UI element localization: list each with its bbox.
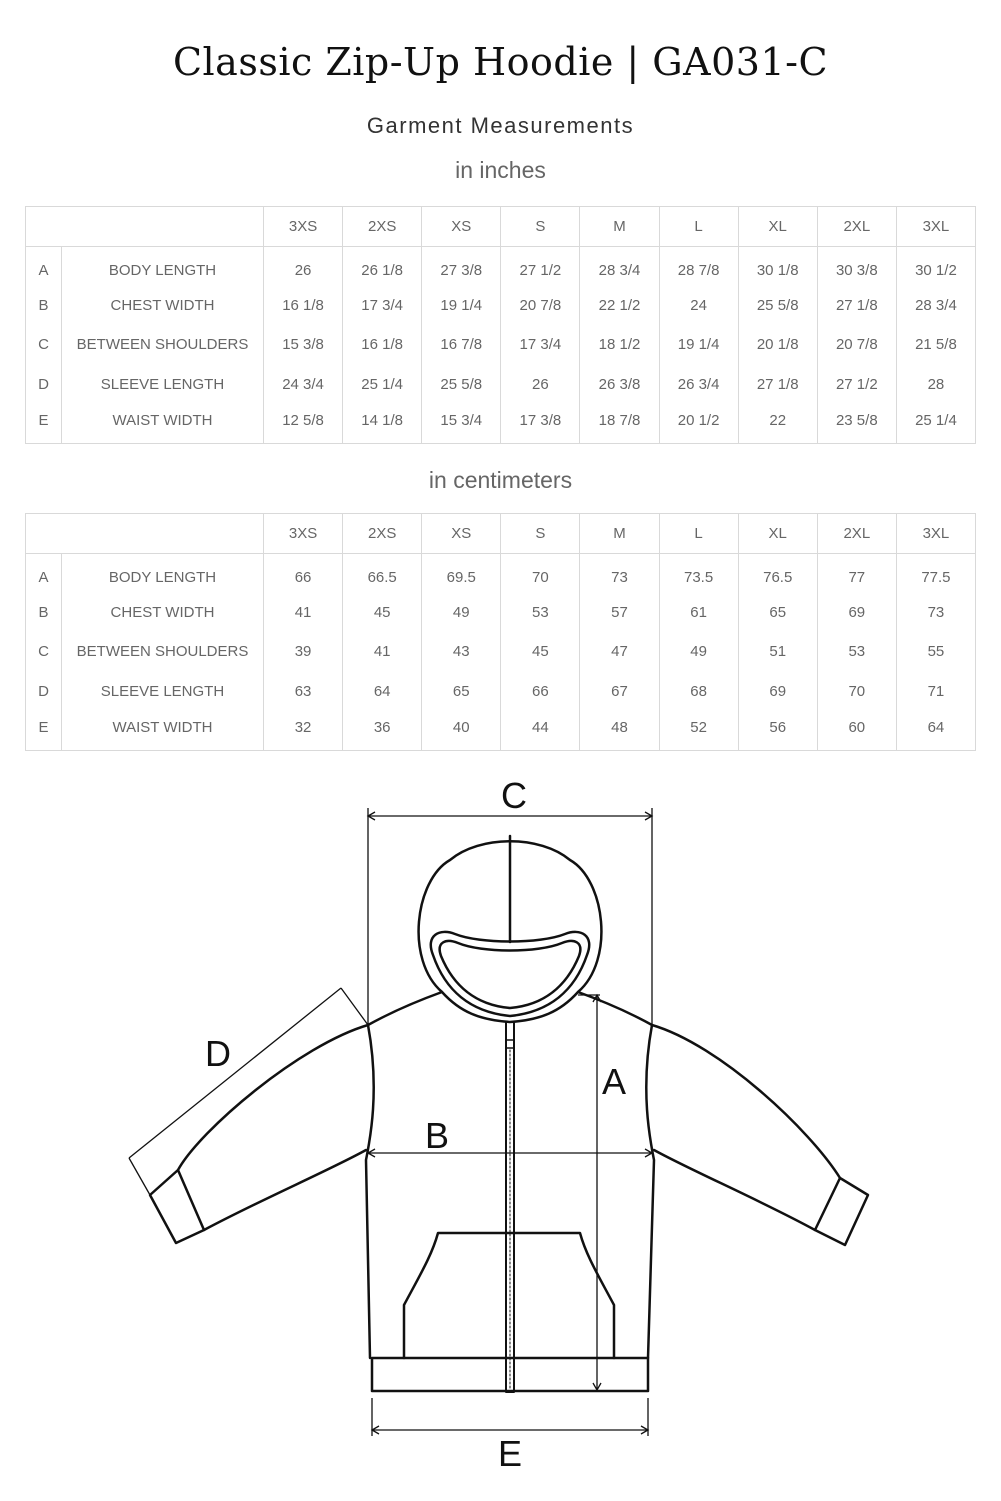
measurement-value: 26 [264, 247, 343, 286]
measurement-value: 48 [580, 711, 659, 750]
page-title: Classic Zip-Up Hoodie | GA031-C [172, 40, 829, 84]
measurement-value: 52 [659, 711, 738, 750]
header-blank-cell [26, 207, 264, 247]
measurement-letter: A [26, 554, 62, 593]
left-cuff [150, 1170, 204, 1243]
measurement-value: 41 [343, 632, 422, 671]
measurement-letter: C [26, 325, 62, 364]
measurement-value: 56 [738, 711, 817, 750]
measurement-value: 27 1/8 [817, 286, 896, 325]
measurement-value: 20 7/8 [501, 286, 580, 325]
measurement-value: 27 1/2 [501, 247, 580, 286]
measurement-row [26, 554, 976, 593]
measurement-value: 41 [264, 593, 343, 632]
measurement-value: 69 [817, 593, 896, 632]
measurement-letter: E [26, 711, 62, 750]
measurement-value: 24 3/4 [264, 365, 343, 404]
centimeters-size-table [25, 513, 976, 751]
measurement-value: 19 1/4 [422, 286, 501, 325]
measurement-value: 73 [896, 593, 975, 632]
size-header-row [26, 514, 976, 554]
measurement-value: 25 5/8 [738, 286, 817, 325]
size-header-cell: S [501, 514, 580, 554]
size-header-cell: 2XS [343, 514, 422, 554]
measurement-value: 66 [501, 672, 580, 711]
measurement-value: 16 7/8 [422, 325, 501, 364]
measurement-row [26, 593, 976, 632]
size-header-cell: 2XS [343, 207, 422, 247]
size-header-cell: L [659, 207, 738, 247]
measurement-row [26, 325, 976, 364]
kangaroo-pocket [404, 1233, 614, 1358]
measurement-value: 77.5 [896, 554, 975, 593]
measurement-row [26, 632, 976, 671]
hoodie-outline [150, 836, 868, 1392]
measurement-value: 67 [580, 672, 659, 711]
measurement-value: 30 1/2 [896, 247, 975, 286]
size-header-cell: XL [738, 514, 817, 554]
measurement-name: BETWEEN SHOULDERS [62, 632, 264, 671]
centimeters-heading: in centimeters [428, 467, 573, 493]
label-a: A [601, 1061, 627, 1102]
measurement-value: 28 3/4 [896, 286, 975, 325]
measurement-value: 40 [422, 711, 501, 750]
measurement-letter: D [26, 365, 62, 404]
measurement-value: 26 [501, 365, 580, 404]
measurement-value: 18 1/2 [580, 325, 659, 364]
size-header-cell: 2XL [817, 207, 896, 247]
left-shoulder [368, 992, 442, 1025]
measurement-value: 69 [738, 672, 817, 711]
page-subtitle: Garment Measurements [366, 113, 635, 138]
hoodie-diagram [0, 770, 1001, 1501]
measurement-value: 16 1/8 [343, 325, 422, 364]
measurement-name: BODY LENGTH [62, 554, 264, 593]
measurement-name: SLEEVE LENGTH [62, 365, 264, 404]
measurement-row [26, 711, 976, 750]
measurement-value: 76.5 [738, 554, 817, 593]
measurement-value: 63 [264, 672, 343, 711]
measurement-value: 55 [896, 632, 975, 671]
measurement-value: 22 [738, 404, 817, 443]
measurement-value: 17 3/4 [501, 325, 580, 364]
measurement-value: 25 1/4 [343, 365, 422, 404]
measurement-name: BODY LENGTH [62, 247, 264, 286]
size-header-cell: 3XL [896, 207, 975, 247]
measurement-value: 45 [501, 632, 580, 671]
inches-size-table [25, 206, 976, 444]
measurement-value: 25 5/8 [422, 365, 501, 404]
measurement-row [26, 286, 976, 325]
measurement-value: 65 [422, 672, 501, 711]
measurement-value: 26 1/8 [343, 247, 422, 286]
body-left-edge [366, 1025, 374, 1358]
measurement-value: 26 3/8 [580, 365, 659, 404]
measurement-value: 17 3/8 [501, 404, 580, 443]
label-c: C [501, 775, 527, 816]
zipper-pull [506, 1040, 514, 1048]
measurement-value: 49 [422, 593, 501, 632]
size-header-cell: 3XS [264, 207, 343, 247]
measurement-value: 24 [659, 286, 738, 325]
measurement-value: 53 [501, 593, 580, 632]
measurement-letter: D [26, 672, 62, 711]
measurement-value: 20 1/2 [659, 404, 738, 443]
measurement-lines [129, 808, 652, 1436]
measurement-value: 66.5 [343, 554, 422, 593]
measurement-value: 15 3/8 [264, 325, 343, 364]
measurement-value: 73 [580, 554, 659, 593]
measurement-value: 64 [896, 711, 975, 750]
measurement-value: 43 [422, 632, 501, 671]
measurement-value: 65 [738, 593, 817, 632]
measurement-value: 28 [896, 365, 975, 404]
label-e: E [497, 1433, 523, 1474]
measurement-value: 27 1/8 [738, 365, 817, 404]
label-d: D [205, 1033, 231, 1074]
size-header-cell: M [580, 514, 659, 554]
measurement-value: 60 [817, 711, 896, 750]
measurement-value: 68 [659, 672, 738, 711]
measurement-value: 14 1/8 [343, 404, 422, 443]
measurement-name: CHEST WIDTH [62, 593, 264, 632]
measurement-name: WAIST WIDTH [62, 711, 264, 750]
measurement-value: 25 1/4 [896, 404, 975, 443]
measurement-value: 77 [817, 554, 896, 593]
measurement-letter: C [26, 632, 62, 671]
measurement-value: 27 3/8 [422, 247, 501, 286]
label-b: B [424, 1115, 450, 1156]
measurement-value: 61 [659, 593, 738, 632]
header-blank-cell [26, 514, 264, 554]
measurement-value: 49 [659, 632, 738, 671]
right-shoulder [578, 992, 652, 1025]
measurement-value: 30 1/8 [738, 247, 817, 286]
measurement-value: 21 5/8 [896, 325, 975, 364]
size-header-cell: XS [422, 207, 501, 247]
measurement-name: SLEEVE LENGTH [62, 672, 264, 711]
size-header-cell: XL [738, 207, 817, 247]
measurement-value: 32 [264, 711, 343, 750]
measurement-value: 53 [817, 632, 896, 671]
measurement-value: 70 [501, 554, 580, 593]
measurement-value: 20 1/8 [738, 325, 817, 364]
size-header-row [26, 207, 976, 247]
measurement-value: 17 3/4 [343, 286, 422, 325]
size-header-cell: L [659, 514, 738, 554]
measurement-value: 73.5 [659, 554, 738, 593]
measurement-value: 64 [343, 672, 422, 711]
inches-heading: in inches [455, 157, 546, 183]
measurement-value: 15 3/4 [422, 404, 501, 443]
measurement-value: 26 3/4 [659, 365, 738, 404]
measurement-value: 27 1/2 [817, 365, 896, 404]
measurement-row [26, 672, 976, 711]
measurement-value: 16 1/8 [264, 286, 343, 325]
size-header-cell: 3XL [896, 514, 975, 554]
measurement-value: 36 [343, 711, 422, 750]
measurement-value: 44 [501, 711, 580, 750]
measurement-value: 51 [738, 632, 817, 671]
measurement-name: CHEST WIDTH [62, 286, 264, 325]
size-header-cell: M [580, 207, 659, 247]
measurement-value: 71 [896, 672, 975, 711]
d-measure-line [129, 988, 341, 1158]
measurement-value: 70 [817, 672, 896, 711]
measurement-value: 19 1/4 [659, 325, 738, 364]
measurement-value: 23 5/8 [817, 404, 896, 443]
body-right-edge [646, 1025, 654, 1358]
measurement-value: 39 [264, 632, 343, 671]
measurement-letter: A [26, 247, 62, 286]
size-header-cell: 3XS [264, 514, 343, 554]
measurement-name: WAIST WIDTH [62, 404, 264, 443]
size-header-cell: S [501, 207, 580, 247]
measurement-value: 28 7/8 [659, 247, 738, 286]
measurement-letter: B [26, 286, 62, 325]
measurement-row [26, 365, 976, 404]
measurement-row [26, 247, 976, 286]
size-header-cell: 2XL [817, 514, 896, 554]
measurement-value: 45 [343, 593, 422, 632]
measurement-value: 47 [580, 632, 659, 671]
measurement-value: 18 7/8 [580, 404, 659, 443]
measurement-value: 57 [580, 593, 659, 632]
measurement-value: 20 7/8 [817, 325, 896, 364]
measurement-value: 12 5/8 [264, 404, 343, 443]
measurement-name: BETWEEN SHOULDERS [62, 325, 264, 364]
measurement-value: 69.5 [422, 554, 501, 593]
measurement-row [26, 404, 976, 443]
measurement-value: 22 1/2 [580, 286, 659, 325]
measurement-value: 66 [264, 554, 343, 593]
measurement-letter: E [26, 404, 62, 443]
measurement-value: 30 3/8 [817, 247, 896, 286]
measurement-value: 28 3/4 [580, 247, 659, 286]
measurement-letter: B [26, 593, 62, 632]
right-sleeve [652, 1025, 840, 1230]
size-header-cell: XS [422, 514, 501, 554]
